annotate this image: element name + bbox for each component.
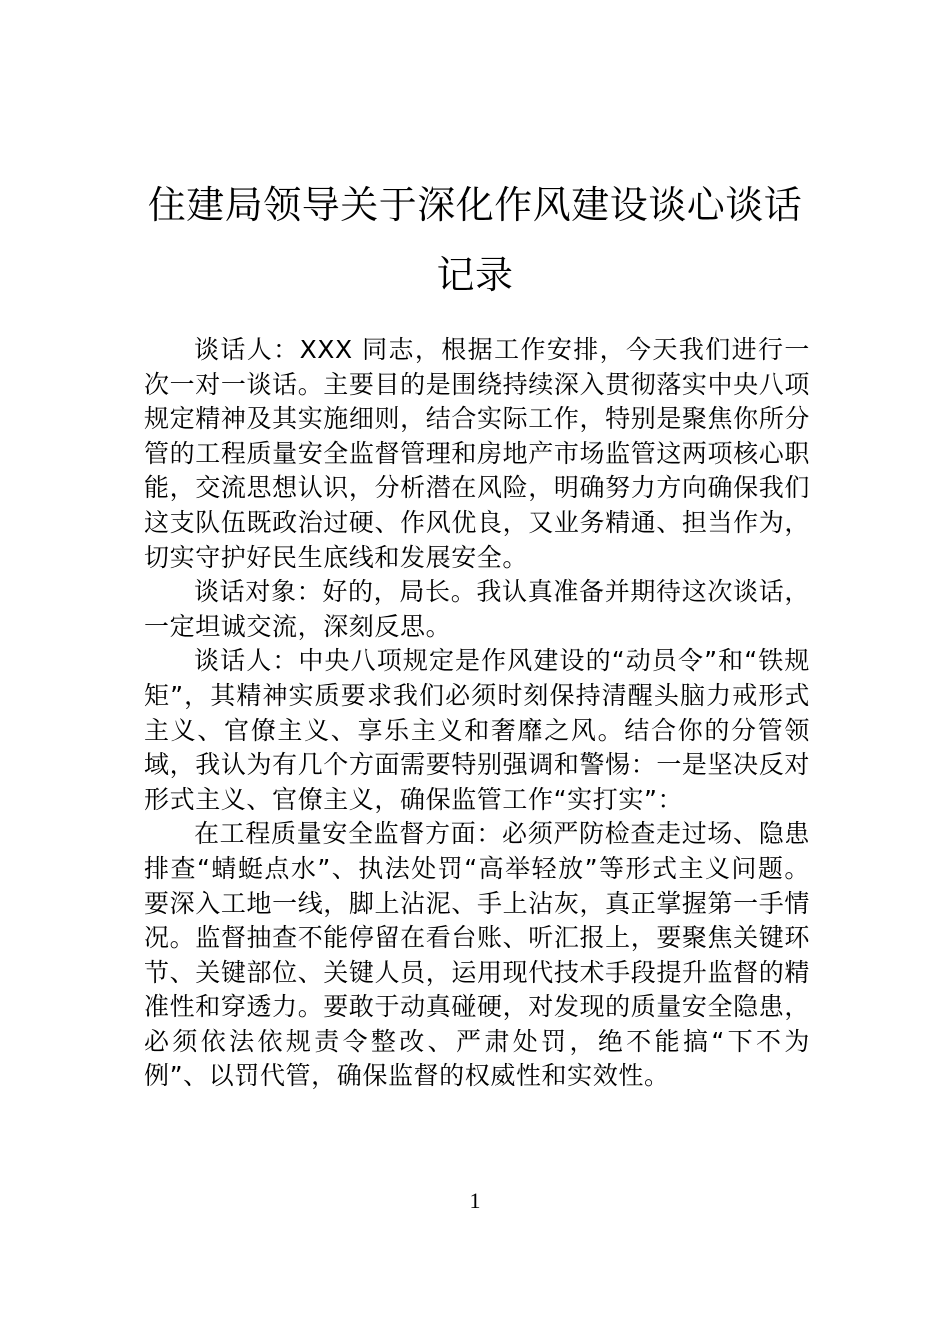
paragraph-speaker-opening: 谈话人：XXX 同志，根据工作安排，今天我们进行一次一对一谈话。主要目的是围绕持续深入贯彻落实中央八项规定精神及其实施细则，结合实际工作，特别是聚焦你所分管的工程质量安全监督管理和房地产市场监管这两项核心职能，交流思想认识，分析潜在风险，明确努力方向确保我们这支队伍既政治过硬、作风优良，又业务精通、担当作为，切实守护好民生底线和发展安全。 (144, 335, 810, 572)
paragraph-interviewee-reply: 谈话对象：好的，局长。我认真准备并期待这次谈话，一定坦诚交流，深刻反思。 (144, 577, 810, 641)
paragraph-quality-safety-supervision: 在工程质量安全监督方面：必须严防检查走过场、隐患排查“蜻蜓点水”、执法处罚“高举轻放”等形式主义问题。要深入工地一线，脚上沾泥、手上沾灰，真正掌握第一手情况。监督抽查不能停留在看台账、听汇报上，要聚焦关键环节、关键部位、关键人员，运用现代技术手段提升监督的精准性和穿透力。要敢于动真碰硬，对发现的质量安全隐患，必须依法依规责令整改、严肃处罚，绝不能搞“下不为例”、以罚代管，确保监督的权威性和实效性。 (144, 819, 810, 1091)
document-body (144, 333, 810, 1094)
document-title: 住建局领导关于深化作风建设谈心谈话记录 (147, 183, 803, 297)
paragraph-eight-rules: 谈话人：中央八项规定是作风建设的“动员令”和“铁规矩”，其精神实质要求我们必须时刻保持清醒头脑力戒形式主义、官僚主义、享乐主义和奢靡之风。结合你的分管领域，我认为有几个方面需要特别强调和警惕：一是坚决反对形式主义、官僚主义，确保监管工作“实打实”： (144, 646, 810, 814)
page-number: 1 (469, 1188, 481, 1213)
